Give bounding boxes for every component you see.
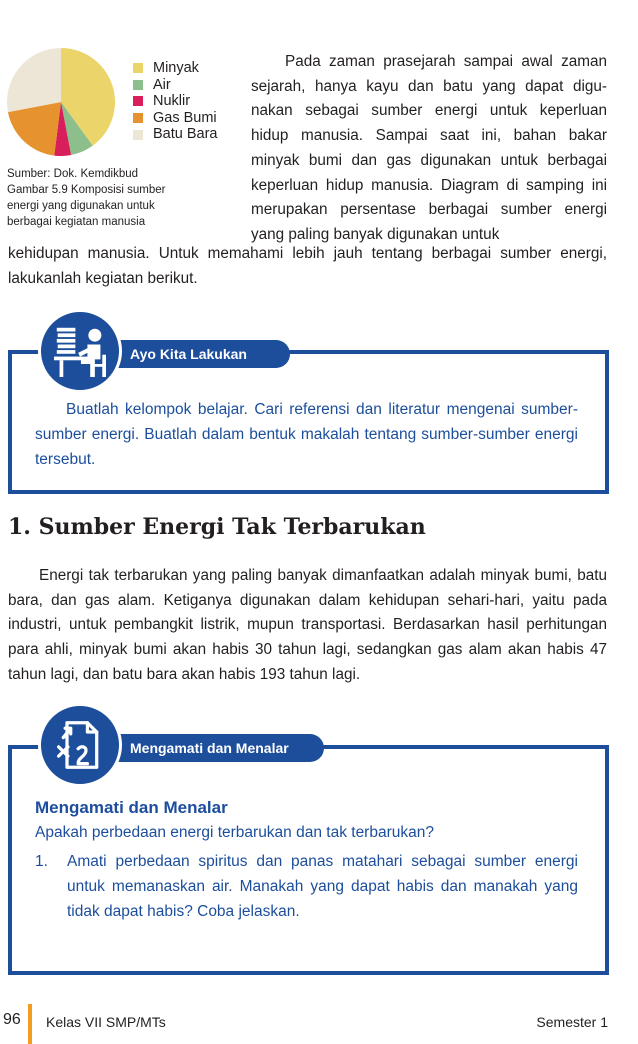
figure-source: Sumber: Dok. Kemdikbud bbox=[7, 168, 139, 180]
footer-class-label: Kelas VII SMP/MTs bbox=[46, 1014, 166, 1030]
energy-pie-chart bbox=[5, 46, 117, 158]
activity1-text: Buatlah kelompok belajar. Cari referensi dan literatur mengenai sumber-sumber energi. Buatlah dalam bentuk makalah tentang sumber-sumber energi tersebut. bbox=[35, 401, 578, 468]
activity2-content bbox=[35, 796, 578, 924]
caption-line: energi yang digunakan untuk bbox=[7, 200, 155, 212]
intro-text-right: Pada zaman prasejarah sampai awal zaman sejarah, hanya kayu dan batu yang dapat digu-nakan sebagai sumber energi untuk keperluan hidup manusia. Sampai saat ini, bahan bakar minyak bumi dan gas digunakan untuk berbagai keperluan hidup manusia. Diagram di samping ini merupakan persentase berbagai sumber energi yang paling banyak digunakan untuk bbox=[251, 53, 607, 243]
legend-label: Nuklir bbox=[153, 93, 191, 110]
intro-text-full: kehidupan manusia. Untuk memahami lebih jauh tentang berbagai sumber energi, lakukanlah kegiatan berikut. bbox=[8, 245, 607, 287]
legend-item-nuklir bbox=[133, 93, 218, 110]
legend-label: Minyak bbox=[153, 60, 199, 76]
pie-slice-batu-bara bbox=[7, 48, 61, 112]
legend-item-air bbox=[133, 77, 218, 94]
legend-swatch bbox=[133, 63, 143, 73]
activity2-title: Mengamati dan Menalar bbox=[35, 798, 228, 817]
legend-label: Gas Bumi bbox=[153, 109, 217, 126]
activity-tab-label: Ayo Kita Lakukan bbox=[130, 346, 247, 362]
footer-semester: Semester 1 bbox=[536, 1014, 608, 1030]
section-paragraph: Energi tak terbarukan yang paling banyak dimanfaatkan adalah minyak bumi, batu bara, dan gas alam. Ketiganya digunakan dalam kehidupan sehari-hari, yaitu pada industri, untuk pembangkit listrik, mupun transportasi. Berdasarkan hasil perhitungan para ahli, minyak bumi akan habis 30 tahun lagi, sedangkan gas alam akan habis 47 tahun lagi, dan batu bara akan habis 193 tahun lagi. bbox=[8, 567, 607, 683]
legend-swatch bbox=[133, 80, 143, 90]
list-item bbox=[35, 849, 578, 924]
legend-swatch bbox=[133, 96, 143, 106]
legend-swatch bbox=[133, 130, 143, 140]
activity1-instructions bbox=[35, 397, 578, 472]
activity-tab-mengamati-dan-menalar bbox=[118, 734, 324, 762]
activity2-question: Apakah perbedaan energi terbarukan dan tak terbarukan? bbox=[35, 824, 434, 841]
list-item-number: 1. bbox=[35, 853, 48, 870]
legend-item-minyak bbox=[133, 60, 218, 77]
intro-paragraph-continued bbox=[8, 242, 607, 291]
page-number: 96 bbox=[3, 1011, 21, 1028]
caption-line: Gambar 5.9 Komposisi sumber bbox=[7, 184, 166, 196]
list-item-text: Amati perbedaan spiritus dan panas matahari sebagai sumber energi untuk memanaskan air. Manakah yang dapat habis dan manakah yang tidak dapat habis? Coba jelaskan. bbox=[67, 853, 578, 920]
legend-label: Batu Bara bbox=[153, 126, 218, 143]
legend-label: Air bbox=[153, 76, 171, 93]
figure-caption bbox=[7, 166, 237, 230]
section-body bbox=[8, 564, 607, 688]
reasoning-icon bbox=[38, 703, 122, 787]
pie-legend bbox=[133, 60, 218, 143]
activity-tab-label: Mengamati dan Menalar bbox=[130, 740, 289, 756]
student-reading-icon bbox=[38, 309, 122, 393]
legend-swatch bbox=[133, 113, 143, 123]
activity-tab-ayo-kita-lakukan bbox=[118, 340, 290, 368]
intro-paragraph bbox=[251, 50, 607, 248]
section-heading: 1. Sumber Energi Tak Terbarukan bbox=[8, 514, 426, 540]
legend-item-gas-bumi bbox=[133, 110, 218, 127]
footer-divider bbox=[28, 1004, 32, 1044]
legend-item-batu-bara bbox=[133, 126, 218, 143]
caption-line: berbagai kegiatan manusia bbox=[7, 216, 146, 228]
